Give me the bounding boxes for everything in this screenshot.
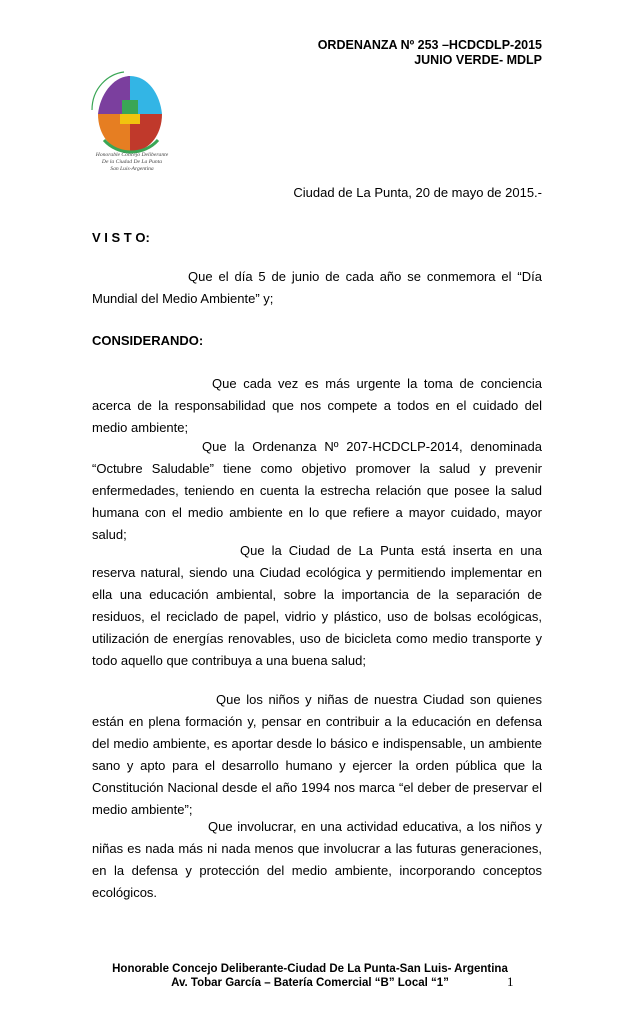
date-line: Ciudad de La Punta, 20 de mayo de 2015.- — [293, 185, 542, 200]
logo-caption: Honorable Concejo Deliberante De la Ciudad De La Punta San Luis-Argentina — [95, 152, 169, 172]
visto-heading: V I S T O: — [92, 230, 150, 245]
considerando-paragraph: Que los niños y niñas de nuestra Ciudad son quienes están en plena formación y, pensar en contribuir a la educación en defensa del medio ambiente, es aportar desde lo básico e indispensable, un ambiente sano y apto para el desarrollo humano y ejercer la orden pública que la Constitución Nacional desde el año 1994 nos marca “el deber de preservar el medio ambiente”; — [92, 692, 542, 817]
page-number: 1 — [507, 974, 514, 989]
considerando-heading: CONSIDERANDO: — [92, 333, 204, 348]
considerando-paragraph: Que la Ordenanza Nº 207-HCDCLP-2014, denominada “Octubre Saludable” tiene como objetivo promover la salud y prevenir enfermedades, teniendo en cuenta la estrecha relación que posee la salud humana con el medio ambiente en lo que refiere a mayor cuidado, mayor salud; — [92, 439, 542, 542]
ordinance-subtitle: JUNIO VERDE- MDLP — [414, 53, 542, 67]
considerando-paragraph: Que cada vez es más urgente la toma de conciencia acerca de la responsabilidad que nos compete a todos en el cuidado del medio ambiente; — [92, 376, 542, 435]
considerando-paragraph: Que la Ciudad de La Punta está inserta en una reserva natural, siendo una Ciudad ecológica y permitiendo implementar en ella una educación ambiental, sobre la importancia de la separación de residuos, el reciclado de papel, vidrio y plástico, uso de bolsas ecológicas, utilización de energías renovables, uso de bicicleta como medio transporte y todo aquello que contribuya a una buena salud; — [92, 543, 542, 668]
considerando-paragraph: Que involucrar, en una actividad educativa, a los niños y niñas es nada más ni nada menos que involucrar a las futuras generaciones, en la defensa y protección del medio ambiente, incorporando conceptos ecológicos. — [92, 819, 542, 900]
visto-paragraph: Que el día 5 de junio de cada año se conmemora el “Día Mundial del Medio Ambiente” y; — [92, 269, 542, 306]
footer-address: Honorable Concejo Deliberante-Ciudad De La Punta-San Luis- Argentina Av. Tobar García – Batería Comercial “B” Local “1” — [112, 963, 508, 989]
ordinance-number: ORDENANZA Nº 253 –HCDCDLP-2015 — [317, 38, 542, 52]
